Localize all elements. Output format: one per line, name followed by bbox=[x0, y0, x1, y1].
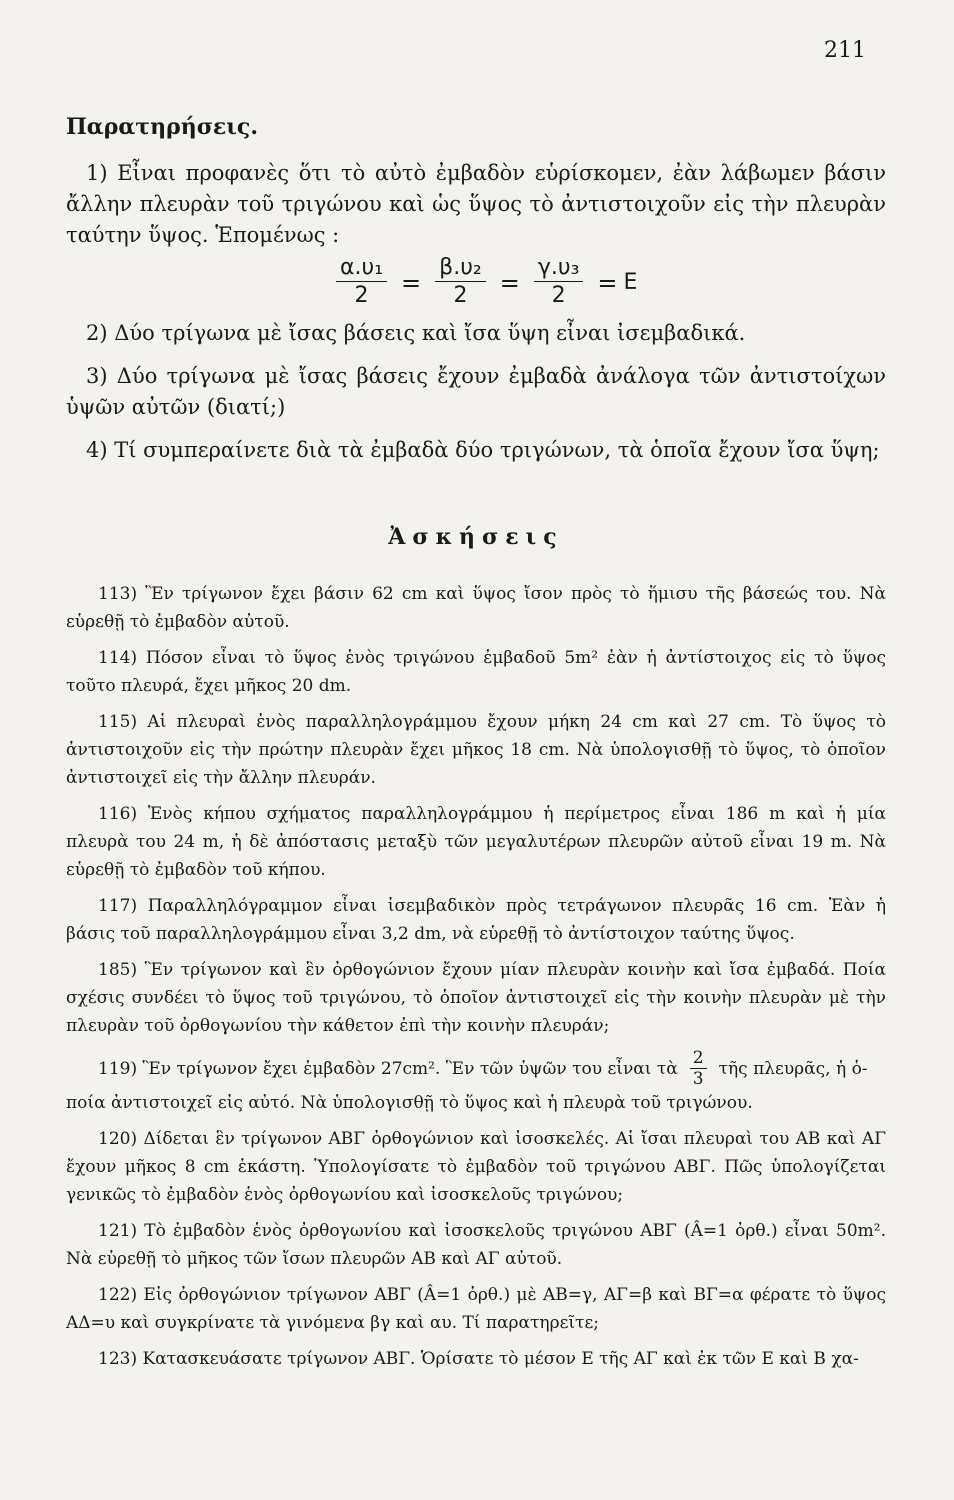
fraction-1-denominator: 2 bbox=[354, 283, 369, 308]
exercise-119-fraction-numerator: 2 bbox=[690, 1048, 707, 1069]
fraction-2 bbox=[435, 255, 486, 310]
exercise-119-line2: ποία ἀντιστοιχεῖ εἰς αὐτό. Νὰ ὑπολογισθῇ τὸ ὕψος καὶ ἡ πλευρὰ τοῦ τριγώνου. bbox=[66, 1093, 753, 1113]
fraction-3 bbox=[534, 255, 584, 310]
section-heading: Παρατηρήσεις. bbox=[66, 114, 258, 140]
exercise-122: 122) Εἰς ὀρθογώνιον τρίγωνον ΑΒΓ (Â=1 ὀρθ.) μὲ ΑΒ=γ, ΑΓ=β καὶ ΒΓ=α φέρατε τὸ ὕψος ΑΔ=υ καὶ συγκρίνατε τὰ γινόμενα βγ καὶ αυ. Τί παρατηρεῖτε; bbox=[66, 1285, 886, 1333]
exercise-123: 123) Κατασκευάσατε τρίγωνον ΑΒΓ. Ὁρίσατε τὸ μέσον Ε τῆς ΑΓ καὶ ἐκ τῶν Ε καὶ Β χα- bbox=[98, 1349, 859, 1369]
observation-1: 1) Εἶναι προφανὲς ὅτι τὸ αὐτὸ ἐμβαδὸν εὑρίσκομεν, ἐὰν λάβωμεν βάσιν ἄλλην πλευρὰν τοῦ τριγώνου καὶ ὡς ὕψος τὸ ἀντιστοιχοῦν εἰς τὴν πλευρὰν ταύτην ὕψος. Ἑπομένως : bbox=[66, 161, 886, 247]
fraction-3-denominator: 2 bbox=[551, 283, 566, 308]
exercise-114: 114) Πόσον εἶναι τὸ ὕψος ἑνὸς τριγώνου ἐμβαδοῦ 5m² ἐὰν ἡ ἀντίστοιχος εἰς τὸ ὕψος τοῦτο πλευρά, ἔχει μῆκος 20 dm. bbox=[66, 648, 886, 696]
observation-2: 2) Δύο τρίγωνα μὲ ἴσας βάσεις καὶ ἴσα ὕψη εἶναι ἰσεμβαδικά. bbox=[86, 321, 746, 345]
observation-4: 4) Τί συμπεραίνετε διὰ τὰ ἐμβαδὰ δύο τριγώνων, τὰ ὁποῖα ἔχουν ἴσα ὕψη; bbox=[86, 438, 880, 462]
exercise-121: 121) Τὸ ἐμβαδὸν ἑνὸς ὀρθογωνίου καὶ ἰσοσκελοῦς τριγώνου ΑΒΓ (Â=1 ὀρθ.) εἶναι 50m². Νὰ εὑρεθῇ τὸ μῆκος τῶν ἴσων πλευρῶν ΑΒ καὶ ΑΓ αὐτοῦ. bbox=[66, 1221, 886, 1269]
exercise-113: 113) Ἓν τρίγωνον ἔχει βάσιν 62 cm καὶ ὕψος ἴσον πρὸς τὸ ἥμισυ τῆς βάσεώς του. Νὰ εὑρεθῇ τὸ ἐμβαδὸν αὐτοῦ. bbox=[66, 584, 886, 632]
fraction-1-numerator: α.υ₁ bbox=[336, 255, 387, 282]
page-number: 211 bbox=[824, 38, 866, 63]
equals-sign: = bbox=[401, 268, 422, 297]
fraction-1 bbox=[336, 255, 387, 310]
fraction-2-denominator: 2 bbox=[453, 283, 468, 308]
area-formula bbox=[328, 255, 886, 310]
fraction-3-numerator: γ.υ₃ bbox=[534, 255, 584, 282]
formula-result: Ε bbox=[623, 270, 638, 295]
exercise-117: 117) Παραλληλόγραμμον εἶναι ἰσεμβαδικὸν πρὸς τετράγωνον πλευρᾶς 16 cm. Ἐὰν ἡ βάσις τοῦ παραλληλογράμμου εἶναι 3,2 dm, νὰ εὑρεθῇ τὸ ἀντίστοιχον ταύτης ὕψος. bbox=[66, 896, 886, 944]
page-body bbox=[66, 114, 886, 1381]
equals-sign: = bbox=[597, 268, 618, 297]
exercise-119-text-b: τῆς πλευρᾶς, ἡ ὁ- bbox=[718, 1058, 868, 1079]
equals-sign: = bbox=[499, 268, 520, 297]
fraction-2-numerator: β.υ₂ bbox=[435, 255, 486, 282]
exercise-185: 185) Ἓν τρίγωνον καὶ ἓν ὀρθογώνιον ἔχουν μίαν πλευρὰν κοινὴν καὶ ἴσα ἐμβαδά. Ποία σχέσις συνδέει τὸ ὕψος τοῦ τριγώνου, τὸ ὁποῖον ἀντιστοιχεῖ εἰς τὴν κοινὴν πλευρὰν μὲ τὴν πλευρὰν τοῦ ὀρθογωνίου τὴν κάθετον ἐπὶ τὴν κοινὴν πλευράν; bbox=[66, 960, 886, 1036]
exercise-119-text-a: 119) Ἓν τρίγωνον ἔχει ἐμβαδὸν 27cm². Ἓν τῶν ὑψῶν του εἶναι τὰ bbox=[98, 1058, 678, 1079]
exercise-116: 116) Ἑνὸς κήπου σχήματος παραλληλογράμμου ἡ περίμετρος εἶναι 186 m καὶ ἡ μία πλευρὰ του 24 m, ἡ δὲ ἀπόστασις μεταξὺ τῶν μεγαλυτέρων πλευρῶν αὐτοῦ εἶναι 19 m. Νὰ εὑρεθῇ τὸ ἐμβαδὸν τοῦ κήπου. bbox=[66, 804, 886, 880]
exercise-115: 115) Αἱ πλευραὶ ἑνὸς παραλληλογράμμου ἔχουν μήκη 24 cm καὶ 27 cm. Τὸ ὕψος τὸ ἀντιστοιχοῦν εἰς τὴν πρώτην πλευρὰν ἔχει μῆκος 18 cm. Νὰ ὑπολογισθῇ τὸ ὕψος, τὸ ὁποῖον ἀντιστοιχεῖ εἰς τὴν ἄλλην πλευράν. bbox=[66, 712, 886, 788]
exercise-119-fraction-denominator: 3 bbox=[692, 1069, 704, 1089]
exercises-title: Ἀσκήσεις bbox=[388, 524, 564, 550]
exercise-119-line1 bbox=[66, 1048, 886, 1089]
exercise-119-fraction bbox=[690, 1048, 707, 1089]
exercise-120: 120) Δίδεται ἓν τρίγωνον ΑΒΓ ὀρθογώνιον καὶ ἰσοσκελές. Αἱ ἴσαι πλευραὶ του ΑΒ καὶ ΑΓ ἔχουν μῆκος 8 cm ἑκάστη. Ὑπολογίσατε τὸ ἐμβαδὸν τοῦ τριγώνου ΑΒΓ. Πῶς ὑπολογίζεται γενικῶς τὸ ἐμβαδὸν ἑνὸς ὀρθογωνίου καὶ ἰσοσκελοῦς τριγώνου; bbox=[66, 1129, 886, 1205]
observation-3: 3) Δύο τρίγωνα μὲ ἴσας βάσεις ἔχουν ἐμβαδὰ ἀνάλογα τῶν ἀντιστοίχων ὑψῶν αὐτῶν (διατί;) bbox=[66, 364, 886, 419]
